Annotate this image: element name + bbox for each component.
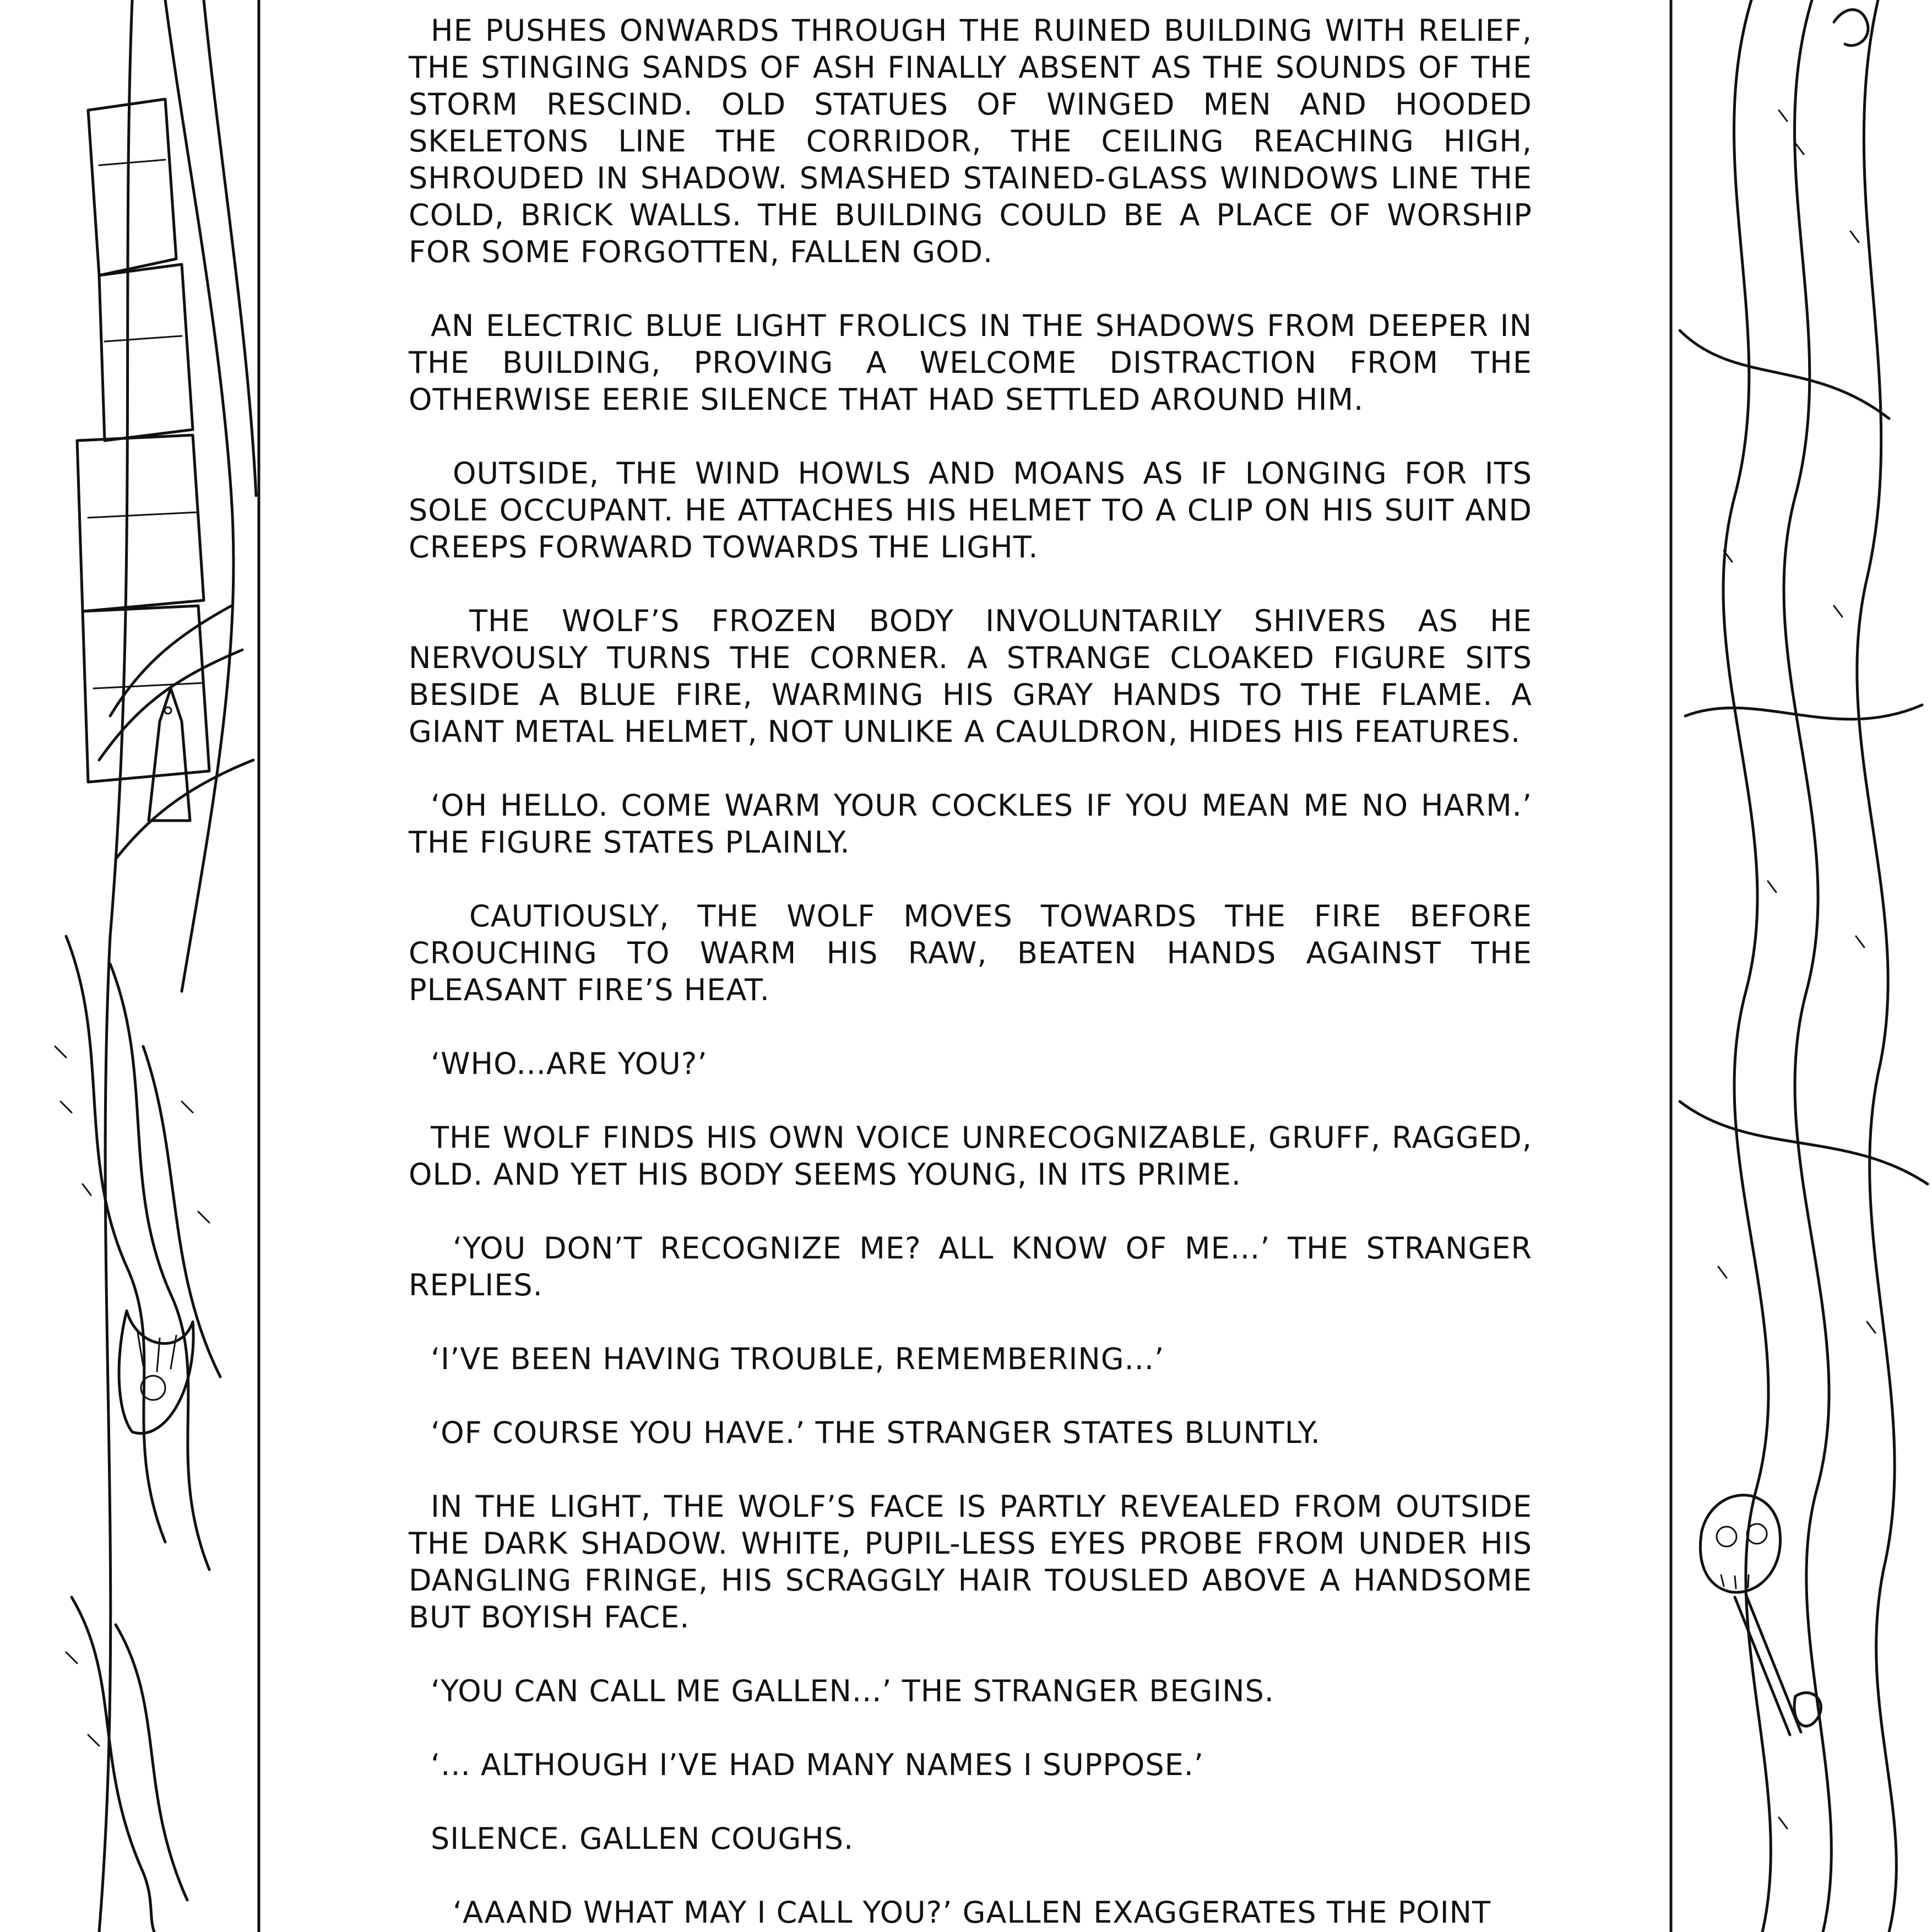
- story-paragraph: ‘AAAND WHAT MAY I CALL YOU?’ GALLEN EXAGGERATES THE POINT: [453, 1895, 1491, 1930]
- story-paragraph: ‘OF COURSE YOU HAVE.’ THE STRANGER STATES BLUNTLY.: [431, 1415, 1321, 1450]
- story-paragraph: HE PUSHES ONWARDS THROUGH THE RUINED BUILDING WITH RELIEF, THE STINGING SANDS OF ASH FINALLY ABSENT AS THE SOUNDS OF THE STORM RESCIND. OLD STATUES OF WINGED MEN AND HOODED SKELETONS LINE THE CORRIDOR, THE CEILING REACHING HIGH, SHROUDED IN SHADOW. SMASHED STAINED-GLASS WINDOWS LINE THE COLD, BRICK WALLS. THE BUILDING COULD BE A PLACE OF WORSHIP FOR SOME FORGOTTEN, FALLEN GOD.: [409, 13, 1532, 269]
- story-paragraph: SILENCE. GALLEN COUGHS.: [431, 1821, 854, 1856]
- story-paragraph: THE WOLF FINDS HIS OWN VOICE UNRECOGNIZABLE, GRUFF, RAGGED, OLD. AND YET HIS BODY SEEMS YOUNG, IN ITS PRIME.: [409, 1120, 1532, 1192]
- story-paragraph: ‘WHO...ARE YOU?’: [431, 1046, 708, 1081]
- story-paragraph: ‘... ALTHOUGH I’VE HAD MANY NAMES I SUPPOSE.’: [431, 1748, 1204, 1782]
- story-paragraph: AN ELECTRIC BLUE LIGHT FROLICS IN THE SHADOWS FROM DEEPER IN THE BUILDING, PROVING A WELCOME DISTRACTION FROM THE OTHERWISE EERIE SILENCE THAT HAD SETTLED AROUND HIM.: [409, 308, 1532, 417]
- story-paragraph: CAUTIOUSLY, THE WOLF MOVES TOWARDS THE FIRE BEFORE CROUCHING TO WARM HIS RAW, BEATEN HANDS AGAINST THE PLEASANT FIRE’S HEAT.: [409, 899, 1532, 1007]
- left-border-illustration: [0, 0, 264, 1932]
- story-paragraph: IN THE LIGHT, THE WOLF’S FACE IS PARTLY REVEALED FROM OUTSIDE THE DARK SHADOW. WHITE, PUPIL-LESS EYES PROBE FROM UNDER HIS DANGLING FRINGE, HIS SCRAGGLY HAIR TOUSLED ABOVE A HANDSOME BUT BOYISH FACE.: [409, 1489, 1532, 1635]
- story-paragraph: ‘YOU CAN CALL ME GALLEN...’ THE STRANGER BEGINS.: [431, 1674, 1274, 1708]
- story-paragraph: ‘I’VE BEEN HAVING TROUBLE, REMEMBERING...’: [431, 1342, 1165, 1376]
- story-text: [409, 12, 1532, 1931]
- right-border-illustration: [1669, 0, 1932, 1932]
- story-paragraph: OUTSIDE, THE WIND HOWLS AND MOANS AS IF LONGING FOR ITS SOLE OCCUPANT. HE ATTACHES HIS HELMET TO A CLIP ON HIS SUIT AND CREEPS FORWARD TOWARDS THE LIGHT.: [409, 456, 1532, 565]
- story-paragraph: ‘YOU DON’T RECOGNIZE ME? ALL KNOW OF ME...’ THE STRANGER REPLIES.: [409, 1231, 1532, 1303]
- story-paragraph: THE WOLF’S FROZEN BODY INVOLUNTARILY SHIVERS AS HE NERVOUSLY TURNS THE CORNER. A STRANGE CLOAKED FIGURE SITS BESIDE A BLUE FIRE, WARMING HIS GRAY HANDS TO THE FLAME. A GIANT METAL HELMET, NOT UNLIKE A CAULDRON, HIDES HIS FEATURES.: [409, 604, 1532, 749]
- story-paragraph: ‘OH HELLO. COME WARM YOUR COCKLES IF YOU MEAN ME NO HARM.’ THE FIGURE STATES PLAINLY.: [409, 788, 1532, 860]
